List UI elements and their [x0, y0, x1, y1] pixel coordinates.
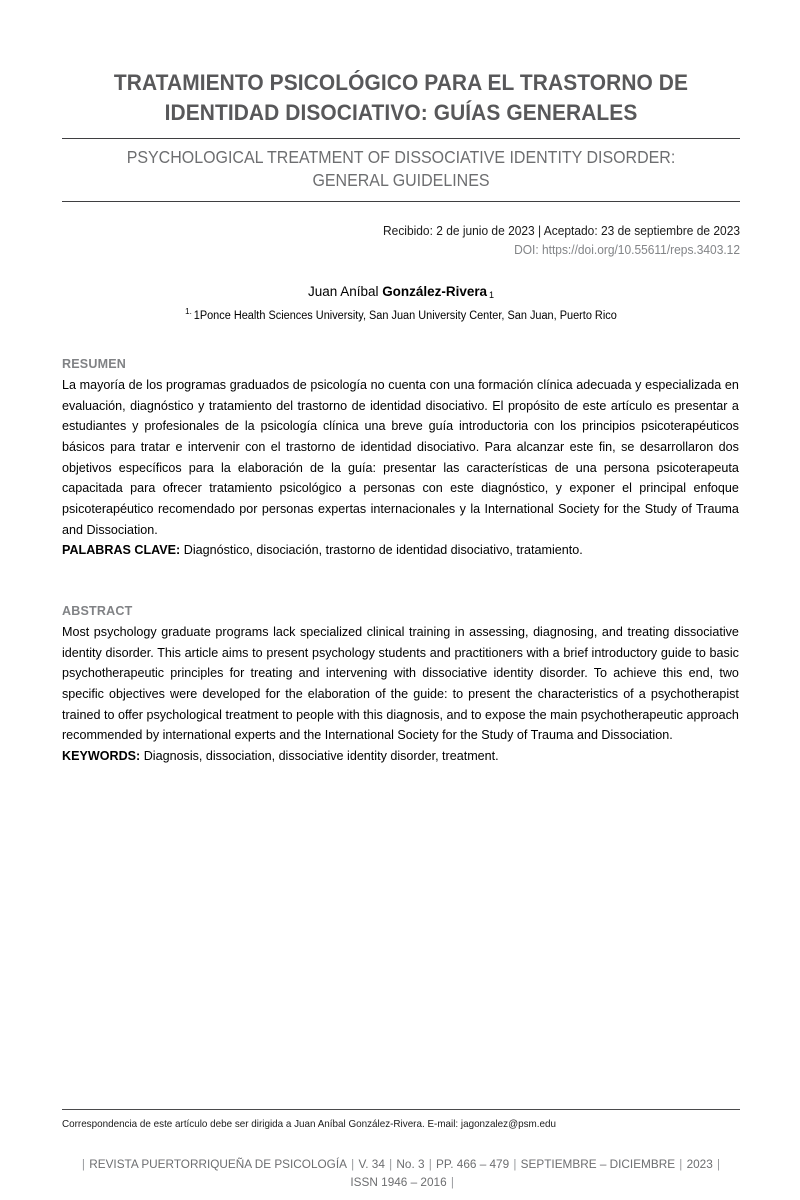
publication-meta	[96, 202, 740, 260]
citation-separator: |	[450, 1175, 454, 1190]
page-title-spanish-line2: IDENTIDAD DISOCIATIVO: GUÍAS GENERALES	[164, 99, 638, 125]
abstract-section	[62, 561, 740, 767]
page-footer	[62, 1109, 740, 1200]
citation-separator: |	[679, 1156, 683, 1171]
title-block	[62, 0, 740, 202]
citation-separator: |	[351, 1156, 355, 1171]
affiliation-superscript: 1.	[185, 306, 192, 317]
article-first-page	[62, 0, 740, 1200]
abstract-keywords	[62, 746, 739, 767]
journal-name: REVISTA PUERTORRIQUEÑA DE PSICOLOGÍA	[89, 1156, 347, 1171]
abstract-body: Most psychology graduate programs lack specialized clinical training in assessing, diagnosing, and treating dissociative identity disorder. This article aims to present psychology students and practitioners with a brief introductory guide to basic psychotherapeutic principles for treating and intervening with dissociative identity disorder. To achieve this end, two specific objectives were developed for the elaboration of the guide: to present the characteristics of a psychotherapist trained to offer psychological treatment to people with this diagnosis, and to expose the main psychotherapeutic approach recommended by international experts and the International Society for the Study of Trauma and Dissociation.	[62, 623, 739, 743]
correspondence-note: Correspondencia de este artículo debe ser dirigida a Juan Aníbal González-Rivera. E-mail: jagonzalez@psm.edu	[62, 1119, 556, 1131]
journal-pages: PP. 466 – 479	[436, 1156, 510, 1171]
journal-citation-line	[79, 1133, 723, 1200]
page-title-english-line2: GENERAL GUIDELINES	[312, 170, 490, 191]
abstract-heading: ABSTRACT	[62, 603, 133, 619]
doi-link[interactable]: DOI: https://doi.org/10.55611/reps.3403.12	[514, 243, 740, 258]
page-title-english	[86, 139, 717, 192]
resumen-keywords-label: PALABRAS CLAVE:	[62, 542, 181, 558]
resumen-keywords-text: Diagnóstico, disociación, trastorno de identidad disociativo, tratamiento.	[183, 542, 583, 558]
citation-separator: |	[717, 1156, 721, 1171]
author-affiliation	[79, 303, 723, 324]
author-affiliation-marker: 1	[488, 290, 494, 302]
abstract-keywords-text: Diagnosis, dissociation, dissociative identity disorder, treatment.	[143, 747, 499, 763]
journal-number: No. 3	[396, 1156, 425, 1171]
resumen-section	[62, 324, 740, 561]
page-title-spanish	[86, 68, 717, 127]
abstract-keywords-label: KEYWORDS:	[62, 747, 141, 763]
journal-volume: V. 34	[358, 1156, 385, 1171]
resumen-keywords	[62, 540, 739, 561]
resumen-body: La mayoría de los programas graduados de psicología no cuenta con una formación clínica adecuada y especializada en evaluación, diagnóstico y tratamiento del trastorno de identidad disociativo. El propósito de este artículo es presentar a estudiantes y profesionales de la psicología clínica una breve guía introductoria con los principios psicoterapéuticos básicos para tratar e intervenir con el trastorno de identidad disociativo. Para alcanzar este fin, se desarrollaron dos objetivos específicos para la elaboración de la guía: presentar las características de una persona psicoterapeuta capacitada para ofrecer tratamiento psicológico a personas con este diagnóstico, y exponer el principal enfoque psicoterapéutico recomendado por personas expertas internacionales y la International Society for the Study of Trauma and Dissociation.	[62, 376, 739, 537]
citation-separator: |	[81, 1156, 85, 1171]
resumen-heading: RESUMEN	[62, 356, 126, 372]
author-surname: González-Rivera	[382, 284, 488, 301]
citation-separator: |	[428, 1156, 432, 1171]
journal-issn: ISSN 1946 – 2016	[350, 1175, 447, 1190]
journal-year: 2023	[686, 1156, 713, 1171]
received-accepted-dates: Recibido: 2 de junio de 2023 | Aceptado: 23 de septiembre de 2023	[383, 224, 740, 239]
page-title-spanish-line1: TRATAMIENTO PSICOLÓGICO PARA EL TRASTORNO DE	[113, 70, 689, 95]
author-block	[62, 260, 740, 324]
page-title-english-line1: PSYCHOLOGICAL TREATMENT OF DISSOCIATIVE IDENTITY DISORDER:	[126, 147, 676, 168]
citation-separator: |	[389, 1156, 393, 1171]
citation-separator: |	[513, 1156, 517, 1171]
author-given-names: Juan Aníbal	[307, 284, 379, 301]
author-name	[79, 283, 723, 303]
affiliation-text: 1Ponce Health Sciences University, San Juan University Center, San Juan, Puerto Rico	[193, 309, 617, 322]
journal-months: SEPTIEMBRE – DICIEMBRE	[520, 1156, 676, 1171]
